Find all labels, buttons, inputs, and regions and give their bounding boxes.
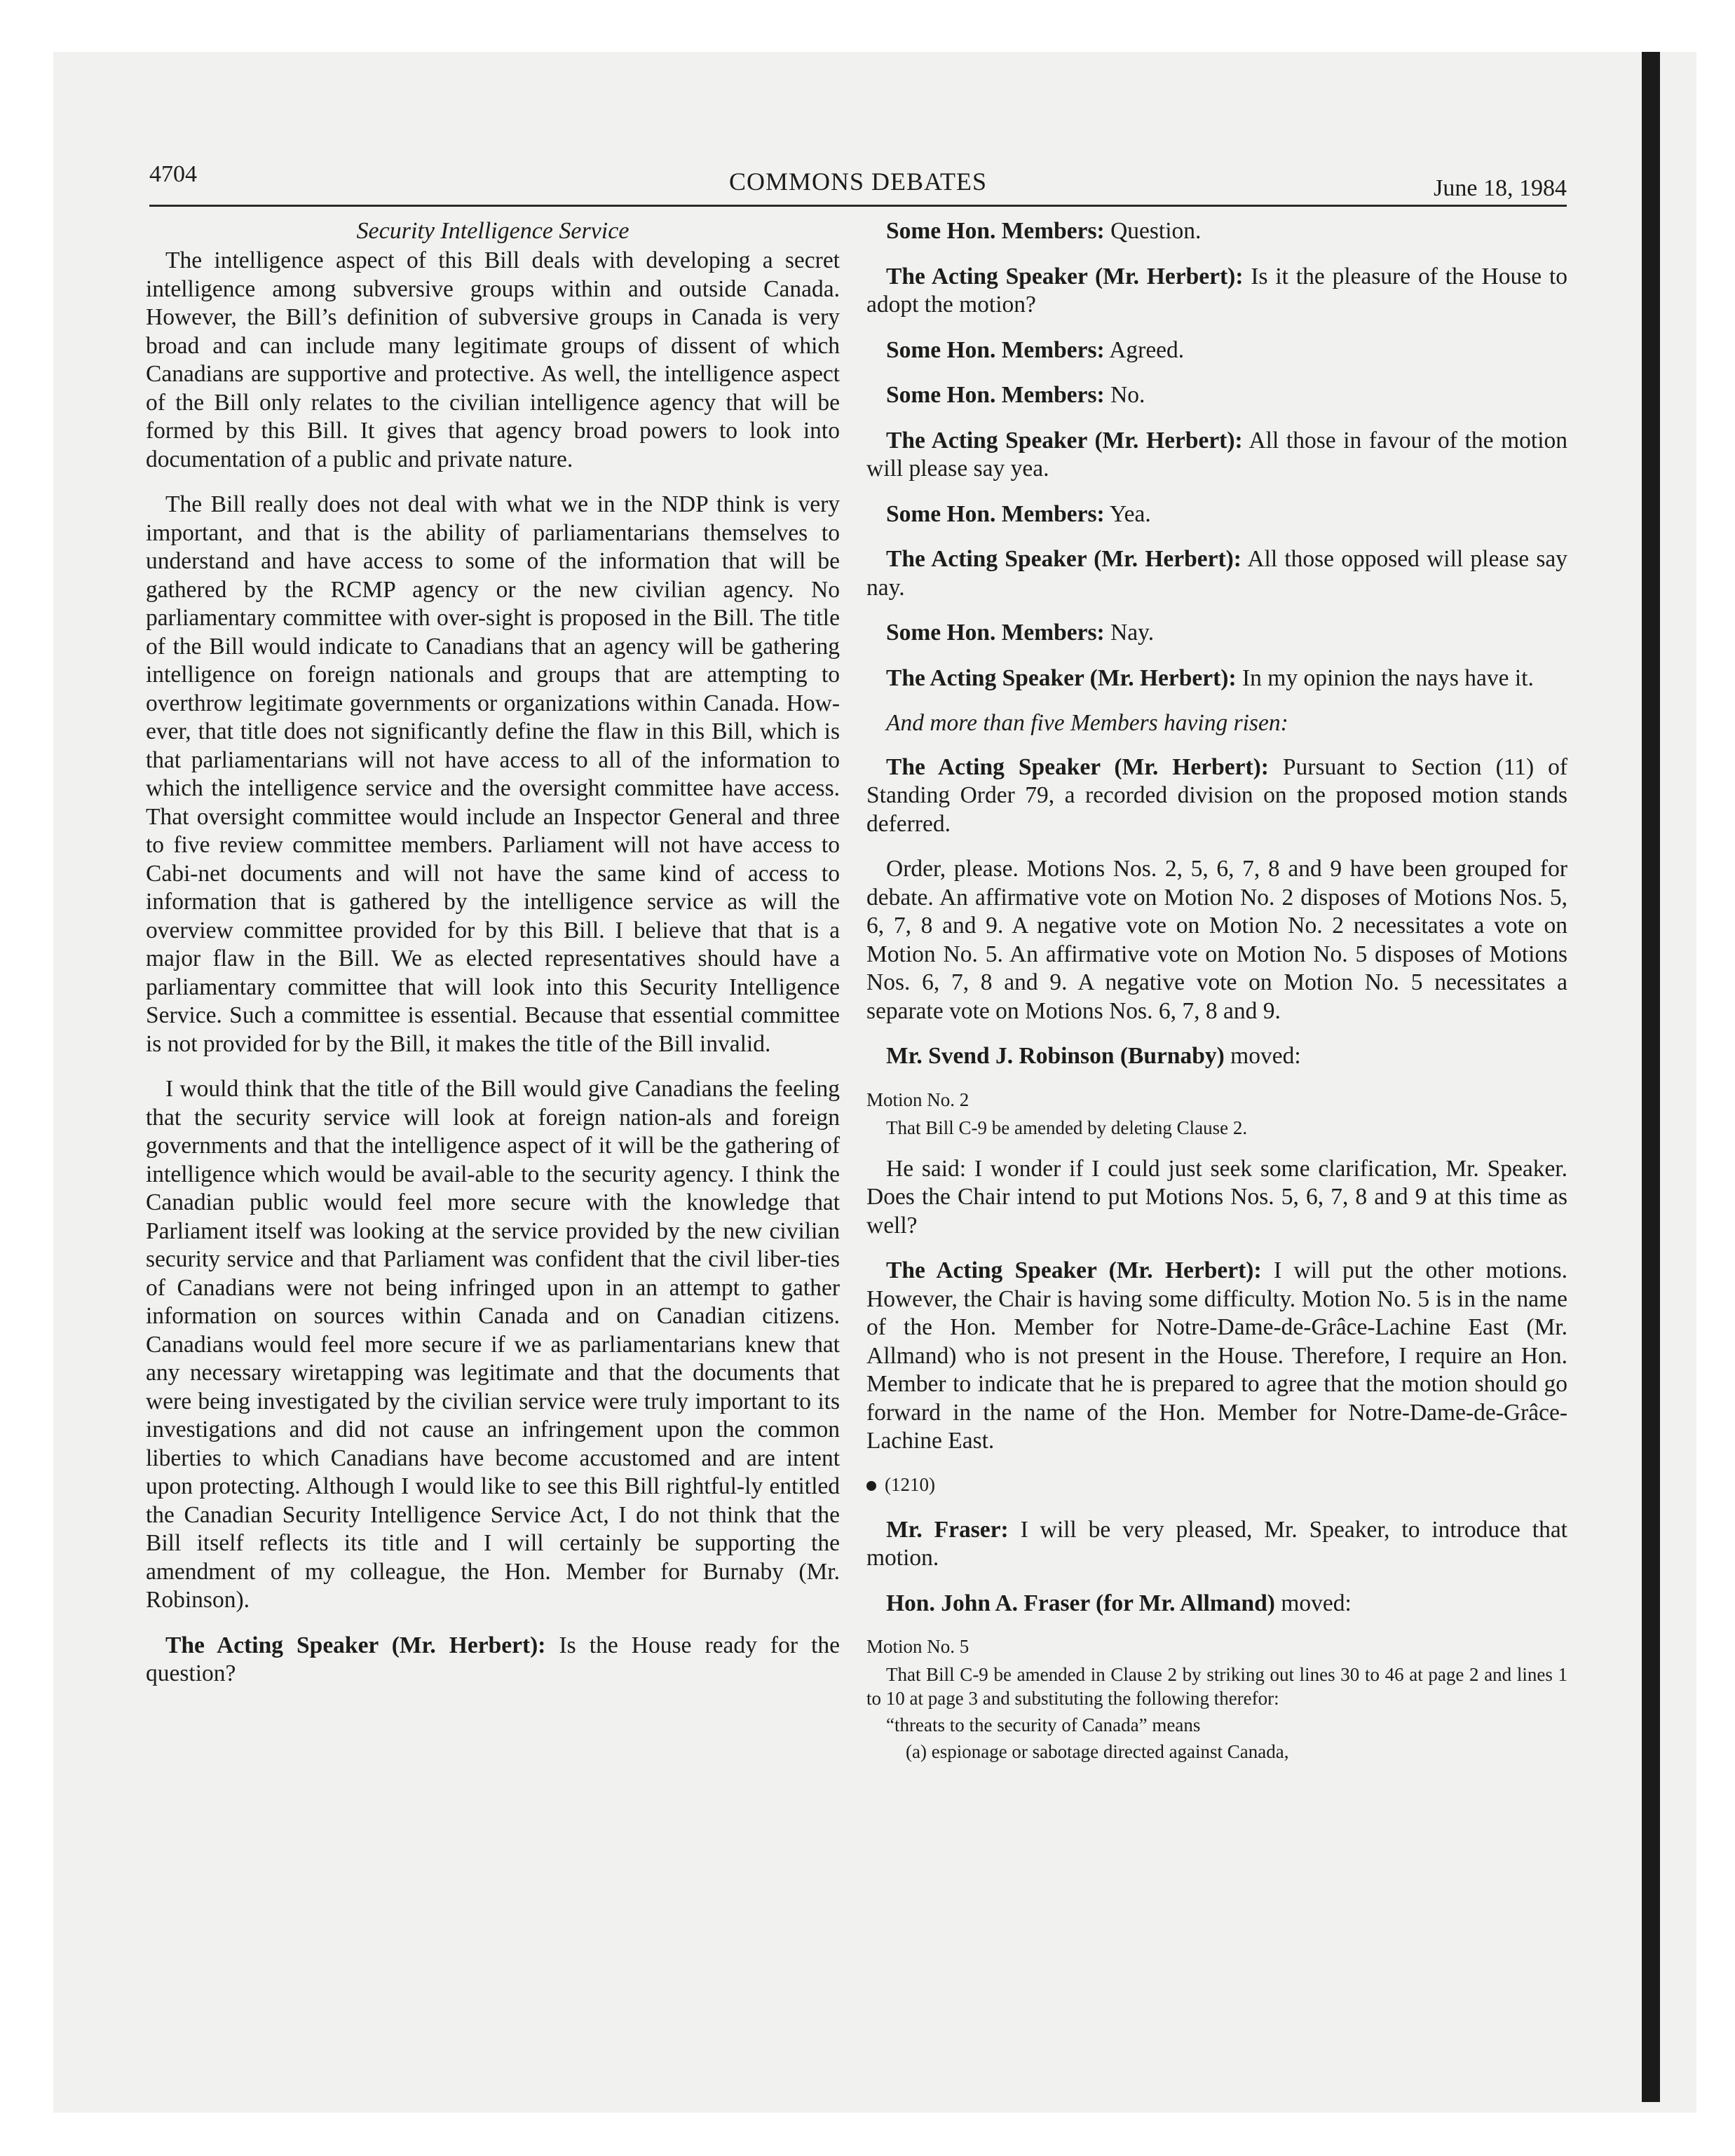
speech-text: moved: bbox=[1230, 1043, 1301, 1069]
speech bbox=[866, 1257, 1567, 1456]
bullet-icon bbox=[866, 1481, 876, 1491]
left-column bbox=[146, 217, 840, 1705]
speech bbox=[866, 619, 1567, 648]
speaker-name: The Acting Speaker (Mr. Herbert): bbox=[886, 1257, 1262, 1283]
speaker-name: Some Hon. Members: bbox=[886, 620, 1105, 646]
paragraph: I would think that the title of the Bill would give Canadians the feeling that the security service will look at foreign nation-als and foreign governments and that the intelligence aspect of it will be the gathering of intelligence which would be avail-able to the security agency. I think the Canadian public would feel more secure with the knowledge that Parliament itself was looking at the service provided by the new civilian security service and that Parliament was confident that the civil liber-ties of Canadians were not being infringed upon in an attempt to gather information on sources within Canada and on Canadian citizens. Canadians would feel more secure if we as parliamentarians knew that any necessary wiretapping was legitimate and that the documents that were being investigated by the civilian service were truly important to its investigations and did not cause an infringement upon the common liberties to which Canadians have become accustomed and are intent upon protecting. Although I would like to see this Bill rightful-ly entitled the Canadian Security Intelligence Service Act, I do not think that the Bill itself reflects its title and I will certainly be supporting the amendment of my colleague, the Hon. Member for Burnaby (Mr. Robinson). bbox=[146, 1076, 840, 1613]
page-number: 4704 bbox=[149, 161, 197, 187]
speaker-name: Some Hon. Members: bbox=[886, 500, 1105, 527]
speech bbox=[866, 500, 1567, 529]
speech bbox=[866, 545, 1567, 602]
speaker-name: Some Hon. Members: bbox=[886, 382, 1105, 408]
speech-text: Is it the pleasure of the House to adopt the motion? bbox=[866, 263, 1568, 318]
issue-date: June 18, 1984 bbox=[1434, 175, 1567, 201]
paragraph: He said: I wonder if I could just seek some clarification, Mr. Speaker. Does the Chair intend to put Motions Nos. 5, 6, 7, 8 and 9 at this time as well? bbox=[866, 1155, 1567, 1239]
page-header bbox=[149, 160, 1567, 207]
speaker-name: The Acting Speaker (Mr. Herbert): bbox=[886, 753, 1269, 780]
paragraph: The intelligence aspect of this Bill deals with developing a secret intelligence among subversive groups within and outside Canada. However, the Bill’s definition of subversive groups in Canada is very broad and can include many legitimate groups of dissent of which Canadians are supportive and protective. As well, the intelligence aspect of the Bill only relates to the civilian intelligence agency that will be formed by this Bill. It gives that agency broad powers to look into documentation of a public and private nature. bbox=[146, 247, 840, 472]
timestamp bbox=[866, 1473, 1567, 1496]
speech-text: All those opposed will please say nay. bbox=[866, 546, 1567, 601]
speech-text: Pursuant to Section (11) of Standing Order 79, a recorded division on the proposed motion stands deferred. bbox=[866, 753, 1568, 837]
motion-text: That Bill C-9 be amended in Clause 2 by striking out lines 30 to 46 at page 2 and lines 1 to 10 at page 3 and substituting the following therefor: bbox=[866, 1664, 1567, 1709]
speech bbox=[146, 1632, 840, 1688]
speaker-name: Some Hon. Members: bbox=[886, 218, 1105, 244]
speaker-name: Hon. John A. Fraser (for Mr. Allmand) bbox=[886, 1590, 1275, 1616]
speaker-name: Mr. Fraser: bbox=[886, 1516, 1009, 1543]
speech bbox=[866, 753, 1567, 839]
speaker-name: The Acting Speaker (Mr. Herbert): bbox=[886, 263, 1244, 289]
speech-text: All those in favour of the motion will please say yea. bbox=[866, 427, 1568, 482]
speaker-name: The Acting Speaker (Mr. Herbert): bbox=[165, 1632, 546, 1658]
speaker-name: Some Hon. Members: bbox=[886, 336, 1105, 363]
speech-text: moved: bbox=[1281, 1590, 1352, 1616]
speech-text: I will put the other motions. However, the Chair is having some difficulty. Motion No. 5 is in the name of the Hon. Member for Notre-Dame-de-Grâce-Lachine East (Mr. Allmand) who is not present in the House. Therefore, I require an Hon. Member to indicate that he is prepared to agree that the motion should go forward in the name of the Hon. Member for Notre-Dame-de-Grâce-Lachine East. bbox=[866, 1257, 1568, 1454]
speech bbox=[866, 336, 1567, 365]
speaker-name: The Acting Speaker (Mr. Herbert): bbox=[886, 427, 1243, 453]
right-column bbox=[866, 217, 1567, 1766]
speech-text: Yea. bbox=[1109, 500, 1151, 527]
speech-text: Is the House ready for the question? bbox=[146, 1632, 840, 1686]
speech-text: I will be very pleased, Mr. Speaker, to introduce that motion. bbox=[866, 1516, 1567, 1571]
section-title: Security Intelligence Service bbox=[356, 218, 630, 244]
speech bbox=[866, 664, 1567, 693]
speech bbox=[866, 427, 1567, 484]
speech-text: Question. bbox=[1110, 218, 1202, 244]
stage-direction: And more than five Members having risen: bbox=[886, 710, 1288, 736]
timestamp-text: (1210) bbox=[885, 1473, 935, 1495]
speech bbox=[866, 381, 1567, 410]
paragraph: Order, please. Motions Nos. 2, 5, 6, 7, 8 and 9 have been grouped for debate. An affirmative vote on Motion No. 2 disposes of Motions Nos. 5, 6, 7, 8 and 9. A negative vote on Motion No. 2 necessitates a vote on Motion No. 5. An affirmative vote on Motion No. 5 disposes of Motions Nos. 6, 7, 8 and 9. A negative vote on Motion No. 5 necessitates a separate vote on Motions Nos. 6, 7, 8 and 9. bbox=[866, 856, 1567, 1024]
speaker-name: Mr. Svend J. Robinson (Burnaby) bbox=[886, 1043, 1225, 1069]
motion-item: (a) espionage or sabotage directed against Canada, bbox=[906, 1741, 1289, 1762]
motion-label: Motion No. 2 bbox=[866, 1089, 969, 1110]
paragraph: The Bill really does not deal with what we in the NDP think is very important, and that is the ability of parliamentarians themselves to understand and have access to some of the information that will be gathered by the RCMP agency or the new civilian agency. No parliamentary committee with over-sight is proposed in the Bill. The title of the Bill would indicate to Canadians that an agency will be gathering intelligence on foreign nationals and groups that are attempting to overthrow legitimate governments or organizations within Canada. How-ever, that title does not significantly define the flaw in this Bill, which is that parliamentarians will not have access to all of the information to which the intelligence service and the oversight committee have access. That oversight committee would include an Inspector General and three to five review committee members. Parliament will not have access to Cabi-net documents and will not have the same kind of access to information that is gathered by the intelligence service as will the overview committee provided for by this Bill. I believe that that is a major flaw in the Bill. We as elected representatives should have a parliamentary committee that will look into this Security Intelligence Service. Such a committee is essential. Because that essential committee is not provided for by the Bill, it makes the title of the Bill invalid. bbox=[146, 491, 840, 1057]
speech bbox=[866, 1590, 1567, 1618]
speech bbox=[866, 217, 1567, 246]
scan-edge-shadow bbox=[1642, 52, 1660, 2102]
journal-title: COMMONS DEBATES bbox=[728, 168, 988, 196]
speech bbox=[866, 1516, 1567, 1573]
motion-definition: “threats to the security of Canada” means bbox=[886, 1714, 1201, 1735]
speech-text: Nay. bbox=[1110, 620, 1155, 646]
speaker-name: The Acting Speaker (Mr. Herbert): bbox=[886, 546, 1241, 572]
speech-text: In my opinion the nays have it. bbox=[1242, 664, 1534, 691]
speech-text: Agreed. bbox=[1109, 336, 1185, 363]
speech-text: No. bbox=[1110, 382, 1145, 408]
motion-label: Motion No. 5 bbox=[866, 1636, 969, 1657]
speaker-name: The Acting Speaker (Mr. Herbert): bbox=[886, 664, 1237, 691]
speech bbox=[866, 263, 1567, 320]
speech bbox=[866, 1042, 1567, 1071]
motion-text: That Bill C-9 be amended by deleting Clause 2. bbox=[886, 1117, 1248, 1138]
